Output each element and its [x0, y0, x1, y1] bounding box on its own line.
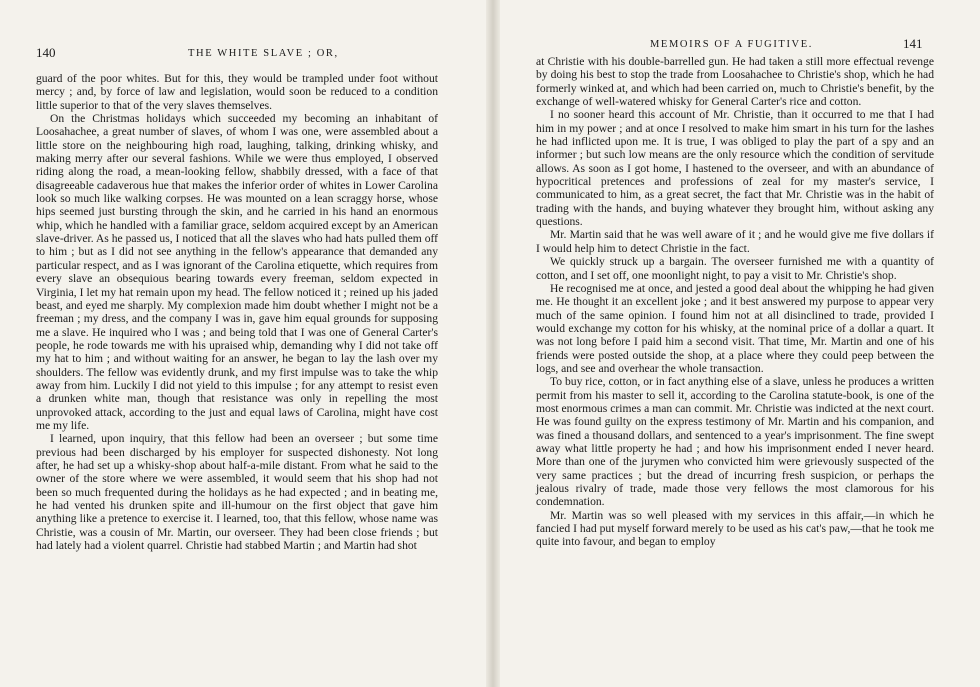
left-running-head: THE WHITE SLAVE ; OR, [188, 48, 339, 59]
paragraph: at Christie with his double-barrelled gun. He had taken a still more effectual revenge by doing his best to stop the trade from Loosahachee to Christie's shop, which he had formerly winked at, and which had been carried on, much to Christie's benefit, by the exchange of well-watered whisky for General Carter's rice and cotton. [536, 55, 934, 109]
right-page [500, 0, 980, 687]
paragraph: We quickly struck up a bargain. The overseer furnished me with a quantity of cotton, and I set off, one moonlight night, to pay a visit to Mr. Christie's shop. [536, 255, 934, 282]
left-page-text [36, 72, 438, 552]
right-running-head: MEMOIRS OF A FUGITIVE. [650, 39, 813, 50]
paragraph: Mr. Martin was so well pleased with my services in this affair,—in which he fancied I had put myself forward merely to be used as his cat's paw,—that he took me quite into favour, and began to employ [536, 508, 934, 549]
left-page [0, 0, 488, 687]
book-gutter [486, 0, 500, 687]
paragraph: On the Christmas holidays which succeeded my becoming an inhabitant of Loosahachee, a great number of slaves, of whom I was one, were assembled about a little store on the neighbouring high road, laughing, talking, drinking whisky, and making merry after our several fashions. While we were thus employed, I observed riding along the road, a mean-looking fellow, shabbily dressed, with a face of that disagreeable cadaverous hue that makes the inferior order of whites in Lower Carolina look so much like walking corpses. He was mounted on a lean scraggy horse, whose hips seemed just bursting through the skin, and he carried in his hand an enormous whip, which he handled with a familiar grace, seldom acquired except by an American slave-driver. As he passed us, I noticed that all the slaves who had hats pulled them off to him ; but as I did not see anything in the fellow's appearance that demanded any particular respect, and as I was ignorant of the Carolina etiquette, which requires from every slave an obsequious bearing towards every freeman, seldom expected in Virginia, I let my hat remain upon my head. The fellow noticed it ; reined up his jaded beast, and eyed me sharply. My complexion made him doubt whether I might not be a freeman ; my dress, and the company I was in, gave him equal grounds for supposing me a slave. He inquired who I was ; and being told that I was one of General Carter's people, he rode towards me with his upraised whip, demanding why I did not take off my hat to him ; and without waiting for an answer, he began to lay the lash over my shoulders. The fellow was evidently drunk, and my first impulse was to take the whip away from him. Luckily I did not yield to this impulse ; for any attempt to resist even a drunken white man, though that resistance was only in repelling the most unprovoked attack, according to the just and equal laws of Carolina, might have cost me my life. [36, 112, 438, 432]
paragraph: I learned, upon inquiry, that this fellow had been an overseer ; but some time previous had been discharged by his employer for suspected dishonesty. Not long after, he had set up a whisky-shop about half-a-mile distant. From what he said to the owner of the store where we were assembled, it would seem that his shop had not been so much frequented during the holidays as he had expected ; and in beating me, he had vented his drunken spite and ill-humour on the first object that gave him anything like a pretence to exercise it. I learned, too, that this fellow, whose name was Christie, was a cousin of Mr. Martin, our overseer. They had been close friends ; but had lately had a violent quarrel. Christie had stabbed Martin ; and Martin had shot [36, 432, 438, 553]
paragraph: He recognised me at once, and jested a good deal about the whipping he had given me. He thought it an excellent joke ; and it best answered my purpose to appear very much of the same opinion. I found him not at all disinclined to trade, provided I would exchange my cotton for his whisky, at the nominal price of a dollar a quart. It was not long before I paid him a second visit. That time, Mr. Martin and one of his friends were posted outside the shop, at a place where they could peep between the logs, and see and overhear the whole transaction. [536, 281, 934, 375]
paragraph: guard of the poor whites. But for this, they would be trampled under foot without mercy ; and, by force of law and legislation, would soon be reduced to a condition little superior to that of the very slaves themselves. [36, 72, 438, 112]
paragraph: To buy rice, cotton, or in fact anything else of a slave, unless he produces a written permit from his master to sell it, according to the Carolina statute-book, is one of the most enormous crimes a man can commit. Mr. Christie was indicted at the next court. He was found guilty on the express testimony of Mr. Martin and his companion, and was fined a thousand dollars, and sentenced to a year's imprisonment. The fine swept away what little property he had ; and how his imprisonment ended I never heard. More than one of the jurymen who convicted him were grievously suspected of the very same practices ; but the dread of incurring fresh suspicion, or perhaps the jealous rivalry of trade, made those very fellows the most clamorous for his condemnation. [536, 375, 934, 509]
left-page-number: 140 [36, 45, 56, 60]
paragraph: I no sooner heard this account of Mr. Christie, than it occurred to me that I had him in my power ; and at once I resolved to make him smart in his turn for the lashes he had inflicted upon me. It is true, I was obliged to play the part of a spy and an informer ; but such low means are the only resource which the condition of servitude allows. As soon as I got home, I hastened to the overseer, and with an abundance of hypocritical pretences and professions of zeal for my master's service, I communicated to him, as a great secret, the fact that Mr. Christie was in the habit of trading with the hands, and buying whatever they brought him, without asking any questions. [536, 108, 934, 229]
paragraph: Mr. Martin said that he was well aware of it ; and he would give me five dollars if I would help him to detect Christie in the fact. [536, 228, 934, 255]
right-page-number: 141 [903, 36, 923, 51]
right-page-text [536, 55, 934, 549]
